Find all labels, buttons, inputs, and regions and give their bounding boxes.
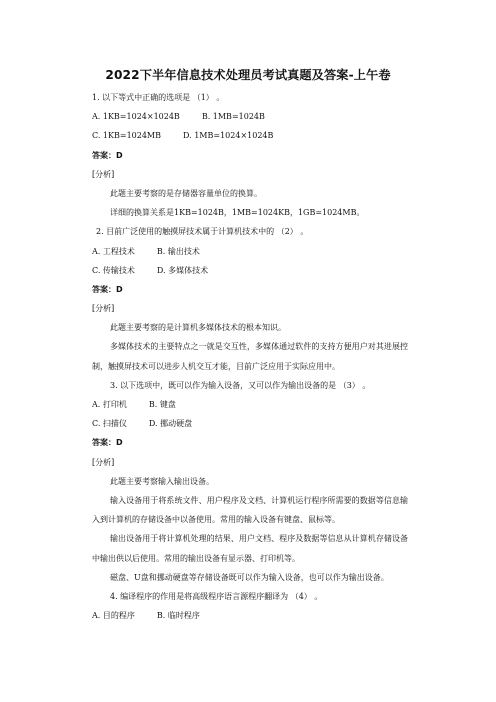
option-d: D. 1MB=1024×1024B <box>183 131 274 141</box>
analysis-text: 详细的换算关系是1KB=1024B，1MB=1024KB，1GB=1024MB。 <box>110 208 365 218</box>
analysis-text: 此题主要考察的是计算机多媒体技术的根本知识。 <box>110 323 286 333</box>
analysis-text: 此题主要考察输入输出设备。 <box>110 476 214 486</box>
question-2-answer: 答案：D <box>92 284 123 294</box>
analysis-label: [分析] <box>92 457 115 467</box>
question-3-options-cd <box>92 414 408 433</box>
option-b: B. 输出技术 <box>156 246 200 256</box>
question-3-answer: 答案：D <box>92 438 123 448</box>
option-b: B. 键盘 <box>148 400 176 410</box>
question-4-stem: 4. 编译程序的作用是将高级程序语言源程序翻译为 （4） 。 <box>110 591 323 601</box>
analysis-paragraph: 输出设备用于将计算机处理的结果、用户文档、程序及数据等信息从计算机存储设备中输出供以后使用。常用的输出设备有显示器、打印机等。 <box>92 534 408 563</box>
question-1-stem: 1. 以下等式中正确的选项是 （1） 。 <box>92 93 225 102</box>
option-a: A. 工程技术 <box>92 246 135 256</box>
analysis-label: [分析] <box>92 304 115 314</box>
option-a: A. 打印机 <box>92 400 127 410</box>
option-d: D. 挪动硬盘 <box>148 419 193 429</box>
question-1-options-cd <box>92 126 408 145</box>
question-2-stem: 2. 目前广泛使用的触摸屏技术属于计算机技术中的 （2） 。 <box>96 227 309 237</box>
question-1-answer: 答案：D <box>92 150 123 160</box>
question-1-options-ab <box>92 107 408 126</box>
option-d: D. 多媒体技术 <box>156 265 209 275</box>
document-body <box>92 88 408 625</box>
analysis-text: 磁盘、U盘和挪动硬盘等存储设备既可以作为输入设备，也可以作为输出设备。 <box>110 572 389 582</box>
option-a: A. 1KB=1024×1024B <box>92 112 180 122</box>
document-title: 2022下半年信息技术处理员考试真题及答案-上午卷 <box>105 68 391 82</box>
question-2-options-ab <box>92 242 408 261</box>
option-a: A. 目的程序 <box>92 611 135 621</box>
question-3-options-ab <box>92 395 408 414</box>
option-c: C. 传输技术 <box>92 265 135 275</box>
option-b: B. 临时程序 <box>156 611 200 621</box>
analysis-text: 此题主要考察的是存储器容量单位的换算。 <box>110 188 262 198</box>
option-b: B. 1MB=1024B <box>201 112 265 122</box>
question-4-options-ab <box>92 606 408 625</box>
analysis-label: [分析] <box>92 169 115 179</box>
question-2-options-cd <box>92 261 408 280</box>
question-3-stem: 3. 以下选项中，既可以作为输入设备，又可以作为输出设备的是 （3） 。 <box>110 380 371 390</box>
analysis-paragraph: 多媒体技术的主要特点之一就是交互性，多媒体通过软件的支持方便用户对其进展控制，触摸屏技术可以进步人机交互才能，目前广泛应用于实际应用中。 <box>92 342 408 371</box>
analysis-paragraph: 输入设备用于将系统文件、用户程序及文档、计算机运行程序所需要的数据等信息输入到计算机的存储设备中以备使用。常用的输入设备有键盘、鼠标等。 <box>92 495 408 525</box>
option-c: C. 扫描仪 <box>92 419 127 429</box>
option-c: C. 1KB=1024MB <box>92 131 161 141</box>
